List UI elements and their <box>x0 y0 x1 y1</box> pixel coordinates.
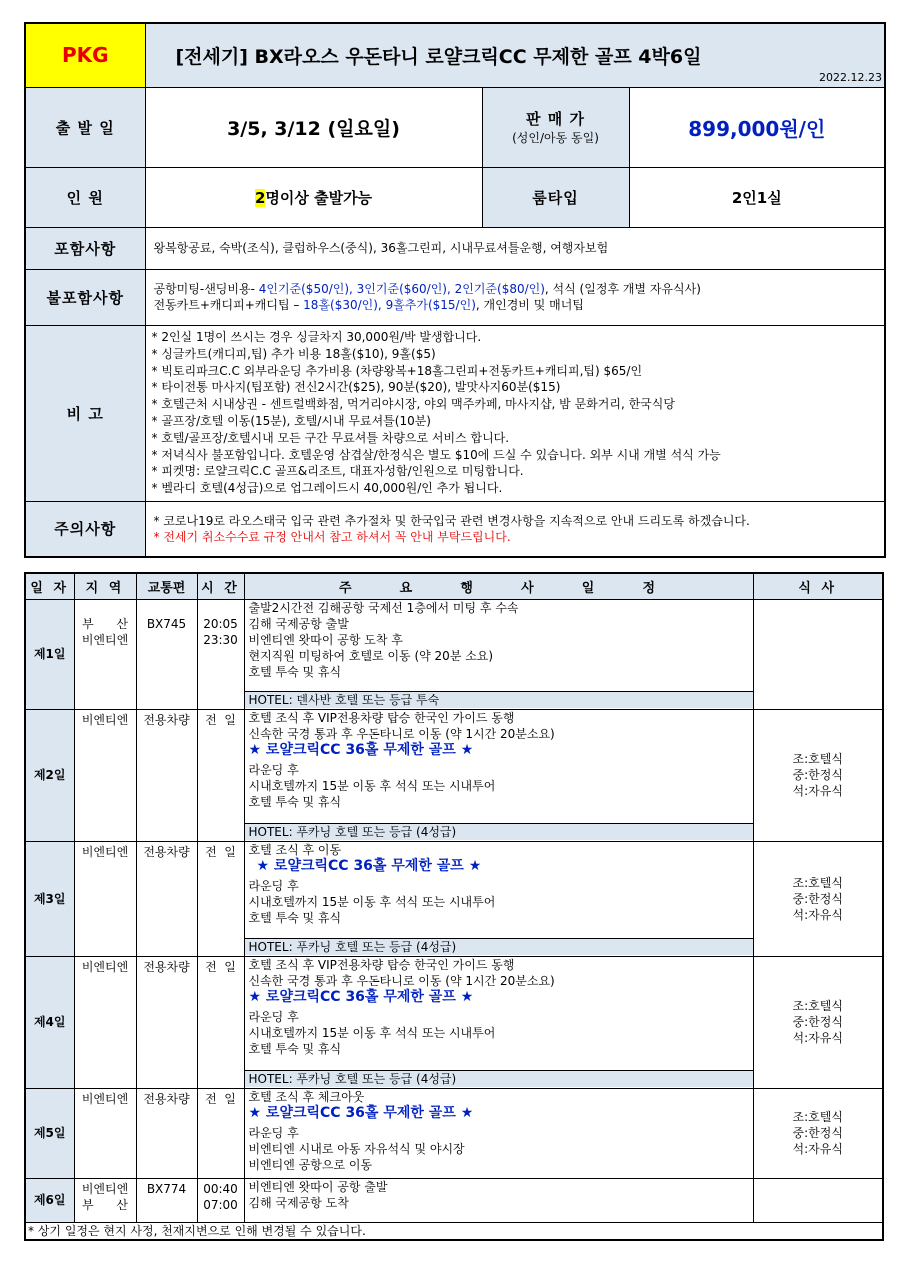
included-label: 포함사항 <box>25 227 145 269</box>
region-name: 부 산 <box>81 1197 129 1212</box>
people-min-number: 2 <box>254 188 266 207</box>
time-cell <box>197 841 244 956</box>
notes-list <box>145 325 885 501</box>
region-name: 부 산 <box>81 616 129 631</box>
excl-text: , 개인경비 및 매너팁 <box>475 298 584 312</box>
summary-table <box>24 22 886 558</box>
schedule-row <box>25 1178 883 1222</box>
time-value: 07:00 <box>203 1197 238 1212</box>
golf-highlight: ★ 로얄크릭CC 36홀 무제한 골프 ★ <box>248 741 474 758</box>
region-cell <box>74 709 136 841</box>
time-value: 전 일 <box>205 712 236 727</box>
schedule-line: 비엔티엔 시내로 아동 자유석식 및 야시장 <box>248 1141 465 1156</box>
time-cell <box>197 709 244 841</box>
price-value: 899,000원/인 <box>629 87 885 167</box>
caution-item-red: * 전세기 취소수수료 규정 안내서 참고 하셔서 꼭 안내 부탁드립니다. <box>153 529 511 544</box>
note-item: * 골프장/호텔 이동(15분), 호텔/시내 무료셔틀(10분) <box>151 414 431 428</box>
schedule-header-row <box>25 573 883 599</box>
region-cell <box>74 1178 136 1222</box>
time-value: 00:40 <box>203 1181 238 1196</box>
time-cell <box>197 956 244 1088</box>
region-cell <box>74 599 136 709</box>
transport-cell <box>136 841 197 956</box>
time-value: 전 일 <box>205 1091 236 1106</box>
notes-label: 비 고 <box>25 325 145 501</box>
schedule-line: 비엔티엔 공항으로 이동 <box>248 1157 373 1172</box>
room-value: 2인1실 <box>629 167 885 227</box>
schedule-line: 신속한 국경 통과 후 우돈타니로 이동 (약 1시간 20분소요) <box>248 726 555 741</box>
caution-label: 주의사항 <box>25 501 145 557</box>
schedule-line: 호텔 조식 후 이동 <box>248 842 342 857</box>
schedule-detail-cell <box>244 709 753 841</box>
meals-cell <box>753 1178 883 1222</box>
schedule-line: 호텔 투숙 및 휴식 <box>248 1041 342 1056</box>
time-cell <box>197 599 244 709</box>
hotel-info: HOTEL: 푸카닝 호텔 또는 등급 (4성급) <box>245 1070 753 1087</box>
people-value <box>145 167 482 227</box>
schedule-footnote: * 상기 일정은 현지 사정, 천재지변으로 인해 변경될 수 있습니다. <box>25 1222 883 1240</box>
schedule-line: 시내호텔까지 15분 이동 후 석식 또는 시내투어 <box>248 778 496 793</box>
caution-value <box>145 501 885 557</box>
schedule-detail-cell <box>244 956 753 1088</box>
transport-value: BX774 <box>146 1181 187 1196</box>
title-text: [전세기] BX라오스 우돈타니 로얄크릭CC 무제한 골프 4박6일 <box>175 45 702 68</box>
schedule-detail-cell <box>244 599 753 709</box>
time-value: 전 일 <box>205 844 236 859</box>
schedule-row <box>25 841 883 956</box>
day-label: 제4일 <box>25 956 74 1088</box>
pkg-badge: PKG <box>25 23 145 87</box>
schedule-line: 호텔 투숙 및 휴식 <box>248 910 342 925</box>
golf-highlight: ★ 로얄크릭CC 36홀 무제한 골프 ★ <box>256 857 482 874</box>
meal-item: 석:자유식 <box>792 1031 843 1045</box>
schedule-line: 호텔 조식 후 VIP전용차량 탑승 한국인 가이드 동행 <box>248 710 515 725</box>
time-value: 전 일 <box>205 959 236 974</box>
schedule-line: 비엔티엔 왓따이 공항 출발 <box>248 1179 388 1194</box>
day-label: 제6일 <box>25 1178 74 1222</box>
transport-cell <box>136 599 197 709</box>
excluded-label: 불포함사항 <box>25 269 145 325</box>
people-label: 인 원 <box>25 167 145 227</box>
depart-label: 출 발 일 <box>25 87 145 167</box>
time-value: 23:30 <box>203 632 238 647</box>
transport-cell <box>136 709 197 841</box>
schedule-table <box>24 572 884 1241</box>
schedule-line: 시내호텔까지 15분 이동 후 석식 또는 시내투어 <box>248 1025 496 1040</box>
people-text: 명이상 출발가능 <box>265 188 373 207</box>
schedule-line: 호텔 조식 후 VIP전용차량 탑승 한국인 가이드 동행 <box>248 957 515 972</box>
schedule-line: 호텔 투숙 및 휴식 <box>248 794 342 809</box>
day-label: 제3일 <box>25 841 74 956</box>
schedule-line: 출발2시간전 김해공항 국제선 1층에서 미팅 후 수속 <box>248 600 519 615</box>
depart-value: 3/5, 3/12 (일요일) <box>145 87 482 167</box>
transport-value: 전용차량 <box>143 712 190 727</box>
meal-item: 조:호텔식 <box>792 999 843 1013</box>
col-header-time: 시 간 <box>197 573 244 599</box>
note-item: * 호텔근처 시내상권 - 센트럴백화점, 먹거리야시장, 야외 맥주카페, 마사지샵, 밤 문화거리, 한국식당 <box>151 397 675 412</box>
meals-cell <box>753 709 883 841</box>
excl-text: , 석식 (일정후 개별 자유식사) <box>544 282 701 296</box>
transport-value: 전용차량 <box>143 1091 190 1106</box>
note-item: * 싱글카트(캐디피,팁) 추가 비용 18홀($10), 9홀($5) <box>151 346 436 361</box>
region-name: 비엔티엔 <box>81 1091 129 1106</box>
hotel-info: HOTEL: 푸카닝 호텔 또는 등급 (4성급) <box>245 823 753 840</box>
meal-item: 조:호텔식 <box>792 1110 843 1124</box>
col-header-day: 일 자 <box>25 573 74 599</box>
schedule-row <box>25 709 883 841</box>
schedule-line: 현지직원 미팅하여 호텔로 이동 (약 20분 소요) <box>248 648 494 663</box>
schedule-line: 김해 국제공항 출발 <box>248 616 349 631</box>
transport-value: BX745 <box>146 616 187 631</box>
note-item: * 빅토리파크C.C 외부라운딩 추가비용 (차량왕복+18홀그린피+전동카트+캐티피,팁) $65/인 <box>151 363 643 378</box>
schedule-row <box>25 956 883 1088</box>
schedule-line: 라운딩 후 <box>248 1009 299 1024</box>
schedule-detail-cell <box>244 1088 753 1178</box>
schedule-line: 호텔 조식 후 체크아웃 <box>248 1089 365 1104</box>
region-name: 비엔티엔 <box>81 712 129 727</box>
hotel-info: HOTEL: 푸카닝 호텔 또는 등급 (4성급) <box>245 938 753 955</box>
transport-value: 전용차량 <box>143 844 190 859</box>
excl-price-blue: 4인기준($50/인), 3인기준($60/인), 2인기준($80/인) <box>258 282 545 296</box>
meal-item: 중:한정식 <box>792 768 843 782</box>
transport-cell <box>136 956 197 1088</box>
meals-cell <box>753 956 883 1088</box>
col-header-meals: 식 사 <box>753 573 883 599</box>
schedule-row <box>25 1088 883 1178</box>
schedule-detail-cell <box>244 841 753 956</box>
meal-item: 석:자유식 <box>792 907 843 922</box>
region-name: 비엔티엔 <box>81 632 129 647</box>
col-header-schedule: 주 요 행 사 일 정 <box>244 573 753 599</box>
time-value: 20:05 <box>203 616 238 631</box>
schedule-line: 라운딩 후 <box>248 762 299 777</box>
price-label: 판 매 가 <box>526 110 585 128</box>
schedule-row <box>25 599 883 709</box>
region-cell <box>74 841 136 956</box>
region-name: 비엔티엔 <box>81 844 129 859</box>
transport-value: 전용차량 <box>143 959 190 974</box>
room-label: 룸타입 <box>482 167 629 227</box>
day-label: 제5일 <box>25 1088 74 1178</box>
meals-cell <box>753 599 883 709</box>
region-name: 비엔티엔 <box>81 1181 129 1196</box>
meal-item: 조:호텔식 <box>792 752 843 766</box>
excluded-value <box>145 269 885 325</box>
col-header-transport: 교통편 <box>136 573 197 599</box>
meals-cell <box>753 1088 883 1178</box>
caution-item: * 코로나19로 라오스태국 입국 관련 추가절차 및 한국입국 관련 변경사항을 지속적으로 안내 드리도록 하겠습니다. <box>153 513 750 528</box>
day-label: 제2일 <box>25 709 74 841</box>
excl-text: 공항미팅-샌딩비용- <box>153 282 259 296</box>
excl-price-blue: 18홀($30/인), 9홀추가($15/인) <box>303 298 476 312</box>
note-item: * 저녁식사 불포함입니다. 호텔운영 삼겹살/한정식은 별도 $10에 드실 수 있습니다. 외부 시내 개별 석식 가능 <box>151 447 721 462</box>
note-item: * 2인실 1명이 쓰시는 경우 싱글차지 30,000원/박 발생합니다. <box>151 330 482 345</box>
note-item: * 타이전통 마사지(팁포함) 전신2시간($25), 90분($20), 발맛사지60분($15) <box>151 380 561 395</box>
hotel-info: HOTEL: 덴사반 호텔 또는 등급 투숙 <box>245 691 753 708</box>
meal-item: 중:한정식 <box>792 1126 843 1140</box>
time-cell <box>197 1088 244 1178</box>
itinerary-sheet <box>24 22 884 1241</box>
region-name: 비엔티엔 <box>81 959 129 974</box>
price-sub: (성인/아동 동일) <box>512 131 599 145</box>
note-item: * 벨라디 호텔(4성급)으로 업그레이드시 40,000원/인 추가 됩니다. <box>151 481 503 496</box>
day-label: 제1일 <box>25 599 74 709</box>
schedule-line: 라운딩 후 <box>248 1125 299 1140</box>
meal-item: 중:한정식 <box>792 891 843 906</box>
meal-item: 석:자유식 <box>792 784 843 798</box>
schedule-line: 라운딩 후 <box>248 878 299 893</box>
included-value: 왕복항공료, 숙박(조식), 클럽하우스(중식), 36홀그린피, 시내무료셔틀운행, 여행자보험 <box>145 227 885 269</box>
price-label-cell <box>482 87 629 167</box>
col-header-region: 지 역 <box>74 573 136 599</box>
golf-highlight: ★ 로얄크릭CC 36홀 무제한 골프 ★ <box>248 1104 474 1121</box>
transport-cell <box>136 1178 197 1222</box>
schedule-line: 시내호텔까지 15분 이동 후 석식 또는 시내투어 <box>248 894 496 909</box>
schedule-line: 김해 국제공항 도착 <box>248 1195 349 1210</box>
schedule-detail-cell <box>244 1178 753 1222</box>
page-title <box>145 23 885 87</box>
schedule-body <box>25 599 883 1222</box>
region-cell <box>74 1088 136 1178</box>
excl-text: 전동카트+캐디피+캐디팁 – <box>153 298 304 312</box>
golf-highlight: ★ 로얄크릭CC 36홀 무제한 골프 ★ <box>248 988 474 1005</box>
region-cell <box>74 956 136 1088</box>
schedule-line: 비엔티엔 왓따이 공항 도착 후 <box>248 632 403 647</box>
issue-date: 2022.12.23 <box>819 70 883 84</box>
time-cell <box>197 1178 244 1222</box>
schedule-line: 호텔 투숙 및 휴식 <box>248 664 342 679</box>
meal-item: 조:호텔식 <box>792 875 843 890</box>
meal-item: 중:한정식 <box>792 1015 843 1029</box>
meal-item: 석:자유식 <box>792 1142 843 1156</box>
note-item: * 피켓명: 로얄크릭C.C 골프&리조트, 대표자성함/인원으로 미팅합니다. <box>151 464 524 479</box>
transport-cell <box>136 1088 197 1178</box>
note-item: * 호텔/골프장/호텔시내 모든 구간 무료셔틀 차량으로 서비스 합니다. <box>151 430 510 445</box>
schedule-line: 신속한 국경 통과 후 우돈타니로 이동 (약 1시간 20분소요) <box>248 973 555 988</box>
meals-cell <box>753 841 883 956</box>
